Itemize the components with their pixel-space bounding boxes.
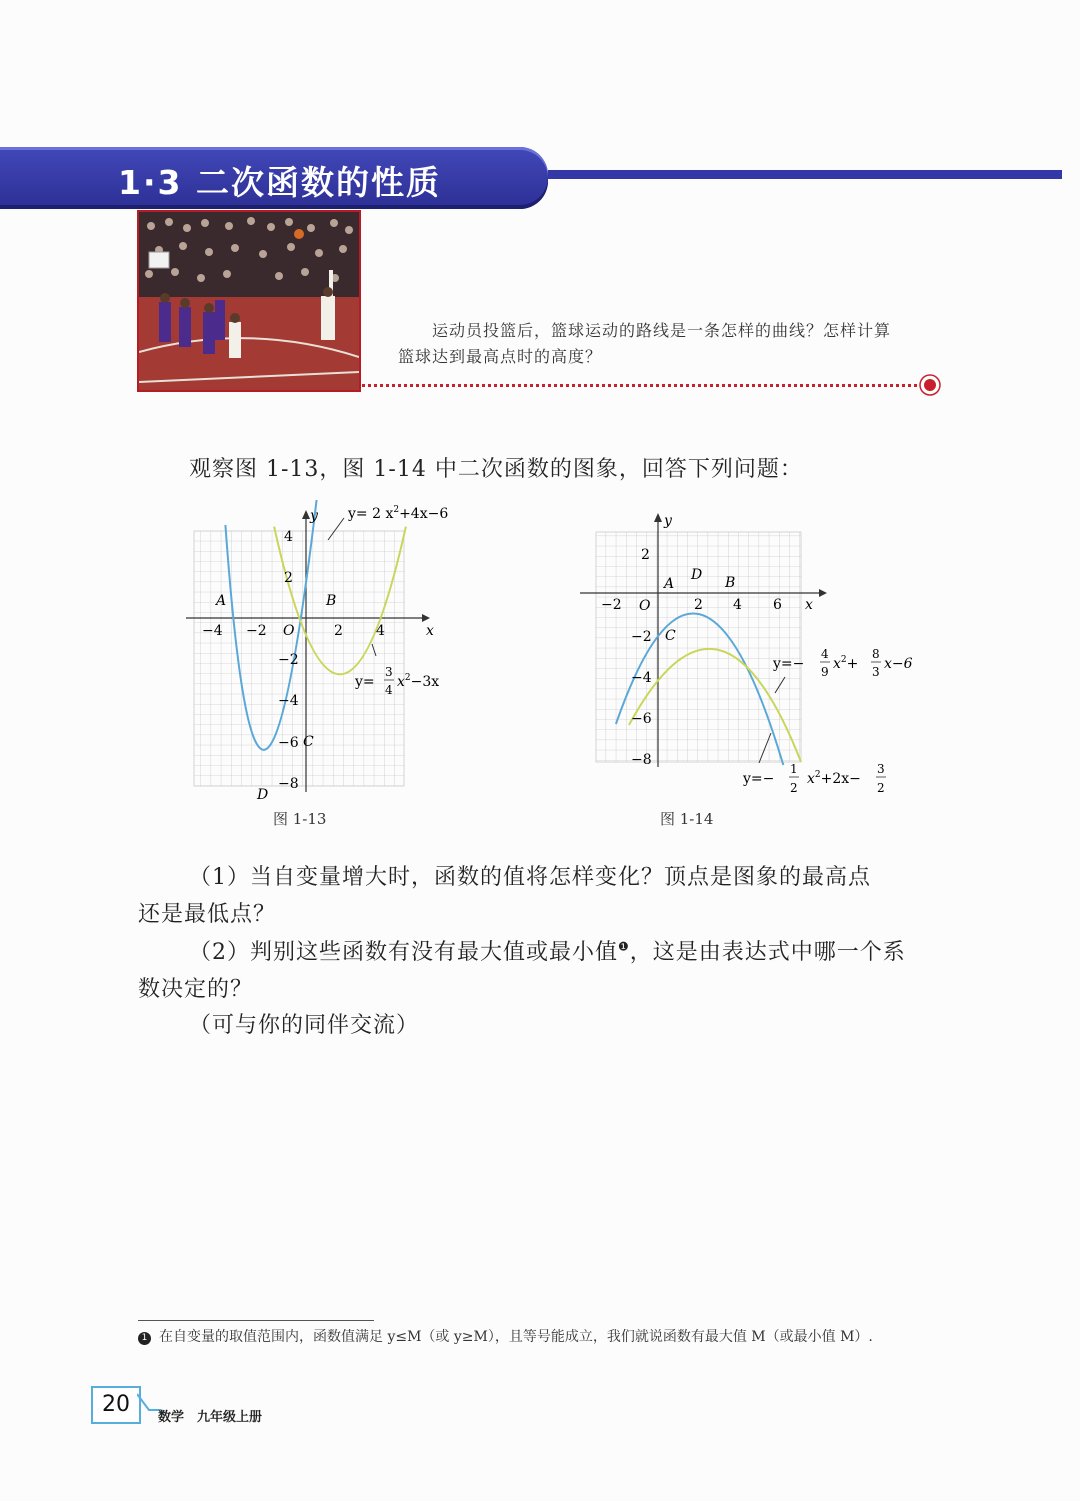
- equation-1-prefix: y=−: [773, 656, 805, 672]
- footnote: [138, 1326, 873, 1346]
- y-tick: 2: [284, 570, 293, 586]
- point-label-D: D: [691, 567, 703, 583]
- question-2-line-1: [189, 935, 906, 966]
- y-tick: −8: [631, 752, 652, 768]
- y-tick: 4: [284, 529, 293, 545]
- x-tick: −4: [202, 623, 223, 639]
- equation-1: y= 2 $x^2+4x-6$: [348, 505, 449, 522]
- banner-rule: [548, 170, 1062, 179]
- point-label-B: B: [326, 593, 337, 609]
- y-axis-arrow-icon: [654, 513, 662, 522]
- intro-line-2: 篮球达到最高点时的高度？: [398, 347, 603, 366]
- equation-1-num1: 4: [821, 647, 829, 661]
- discussion-prompt: （可与你的同伴交流）: [189, 1013, 420, 1038]
- origin-label: O: [283, 623, 295, 639]
- basketball-photo: [137, 210, 361, 392]
- y-tick: −6: [278, 735, 299, 751]
- point-label-A: A: [216, 593, 227, 609]
- axis-label-x: x: [805, 597, 813, 613]
- footnote-rule: [138, 1320, 374, 1321]
- point-label-C: C: [665, 628, 676, 644]
- y-tick: −6: [631, 711, 652, 727]
- footnote-marker[interactable]: ❶: [618, 939, 630, 954]
- question-1-line-1: （1）当自变量增大时，函数的值将怎样变化？顶点是图象的最高点: [189, 865, 871, 890]
- point-label-B: B: [725, 575, 736, 591]
- figure-1-14: [575, 505, 935, 805]
- y-tick: −2: [278, 652, 299, 668]
- equation-1-suffix: x−6: [884, 656, 913, 672]
- y-tick: 2: [641, 547, 650, 563]
- figure-caption-1-14: 图 1-14: [660, 810, 714, 828]
- page-number: 20: [91, 1386, 141, 1424]
- axis-label-x: x: [426, 623, 434, 639]
- observe-instruction: 观察图 1-13，图 1-14 中二次函数的图象，回答下列问题：: [189, 457, 803, 482]
- footnote-text: 在自变量的取值范围内，函数值满足 y≤M（或 y≥M），且等号能成立，我们就说函数有最大值 M（或最小值 M）.: [159, 1329, 873, 1345]
- equation-2-denominator: 4: [385, 683, 393, 697]
- intro-line-1: 运动员投篮后，篮球运动的路线是一条怎样的曲线？怎样计算: [432, 321, 892, 340]
- figure-caption-1-13: 图 1-13: [273, 810, 327, 828]
- y-tick: −4: [278, 693, 299, 709]
- question-2-text-a: （2）判别这些函数有没有最大值或最小值: [189, 940, 618, 965]
- equation-2-num1: 1: [790, 762, 798, 776]
- equation-2-den1: 2: [790, 781, 798, 795]
- point-label-A: A: [664, 576, 675, 592]
- section-title: 1·3 二次函数的性质: [118, 163, 441, 202]
- y-tick: −4: [631, 670, 652, 686]
- equation-2-x: $x^2-3x$: [397, 673, 440, 690]
- x-tick: 2: [694, 597, 703, 613]
- equation-2-x2: $x^2+2x-$: [807, 770, 861, 787]
- x-tick: 2: [334, 623, 343, 639]
- equation-2-prefix: y=−: [743, 771, 775, 787]
- equation-1-x2: $x^2+$: [833, 655, 859, 672]
- footnote-bullet: 1: [138, 1332, 151, 1345]
- axis-label-y: y: [664, 513, 672, 529]
- target-icon: [919, 374, 941, 396]
- y-axis-arrow-icon: [302, 510, 310, 519]
- equation-2-den2: 2: [877, 781, 885, 795]
- axis-label-y: y: [310, 508, 318, 524]
- question-2-line-2: 数决定的？: [138, 977, 254, 1002]
- origin-label: O: [639, 598, 651, 614]
- y-tick: −2: [631, 629, 652, 645]
- equation-2-num2: 3: [877, 762, 885, 776]
- x-tick: −2: [246, 623, 267, 639]
- x-tick: 6: [773, 597, 782, 613]
- point-label-C: C: [303, 734, 314, 750]
- equation-2-numerator: 3: [385, 665, 393, 679]
- equation-1-den1: 9: [821, 665, 829, 679]
- figure-1-13: [180, 500, 480, 805]
- x-tick: −2: [601, 597, 622, 613]
- dotted-rule: [362, 384, 917, 387]
- equation-1-num2: 8: [872, 647, 880, 661]
- y-tick: −8: [278, 776, 299, 792]
- x-axis-arrow-icon: [819, 589, 827, 597]
- question-1-line-2: 还是最低点？: [138, 902, 277, 927]
- grid: [194, 531, 404, 786]
- point-label-D: D: [257, 787, 269, 803]
- x-tick: 4: [376, 623, 385, 639]
- equation-2-prefix: y=: [355, 674, 375, 690]
- book-label: 数学 九年级上册: [158, 1410, 263, 1425]
- x-tick: 4: [733, 597, 742, 613]
- x-axis-arrow-icon: [422, 614, 430, 622]
- question-2-text-b: ，这是由表达式中哪一个系: [629, 940, 906, 965]
- equation-1-den2: 3: [872, 665, 880, 679]
